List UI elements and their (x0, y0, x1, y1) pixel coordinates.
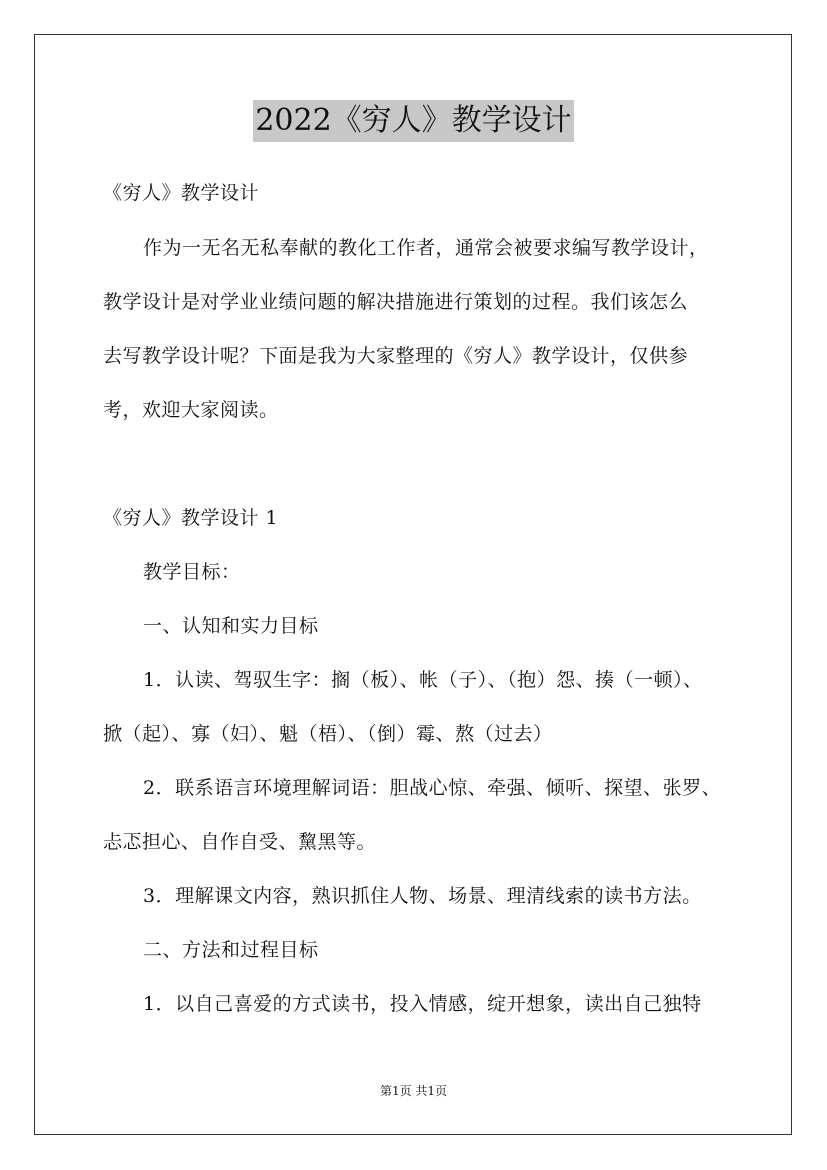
paragraph-line: 去写教学设计呢？下面是我为大家整理的《穷人》教学设计，仅供参 (103, 345, 689, 367)
list-item-continued: 忐忑担心、自作自受、黧黑等。 (103, 831, 377, 853)
list-item: 1．以自己喜爱的方式读书，投入情感，绽开想象，读出自己独特 (143, 993, 702, 1015)
section-heading: 《穷人》教学设计 (103, 182, 260, 204)
paragraph-line: 考，欢迎大家阅读。 (103, 399, 279, 421)
list-item: 2．联系语言环境理解词语：胆战心惊、牵强、倾听、探望、张罗、 (143, 777, 722, 799)
document-title: 2022《穷人》教学设计 (253, 100, 573, 142)
title-container (0, 100, 827, 142)
page-footer: 第1页 共1页 (379, 1084, 448, 1098)
paragraph-line: 教学设计是对学业业绩问题的解决措施进行策划的过程。我们该怎么 (103, 291, 689, 313)
subheading: 教学目标： (143, 561, 241, 583)
list-item: 1．认读、驾驭生字：搁（板）、帐（子）、（抱）怨、揍（一顿）、 (143, 669, 703, 691)
subheading: 一、认知和实力目标 (143, 615, 319, 637)
section-heading: 《穷人》教学设计 1 (103, 507, 279, 529)
list-item: 3．理解课文内容，熟识抓住人物、场景、理清线索的读书方法。 (143, 885, 702, 907)
list-item-continued: 掀（起）、寡（妇）、魁（梧）、（倒）霉、熬（过去） (103, 723, 553, 745)
subheading: 二、方法和过程目标 (143, 939, 319, 961)
paragraph-line: 作为一无名无私奉献的教化工作者，通常会被要求编写教学设计， (143, 237, 709, 259)
